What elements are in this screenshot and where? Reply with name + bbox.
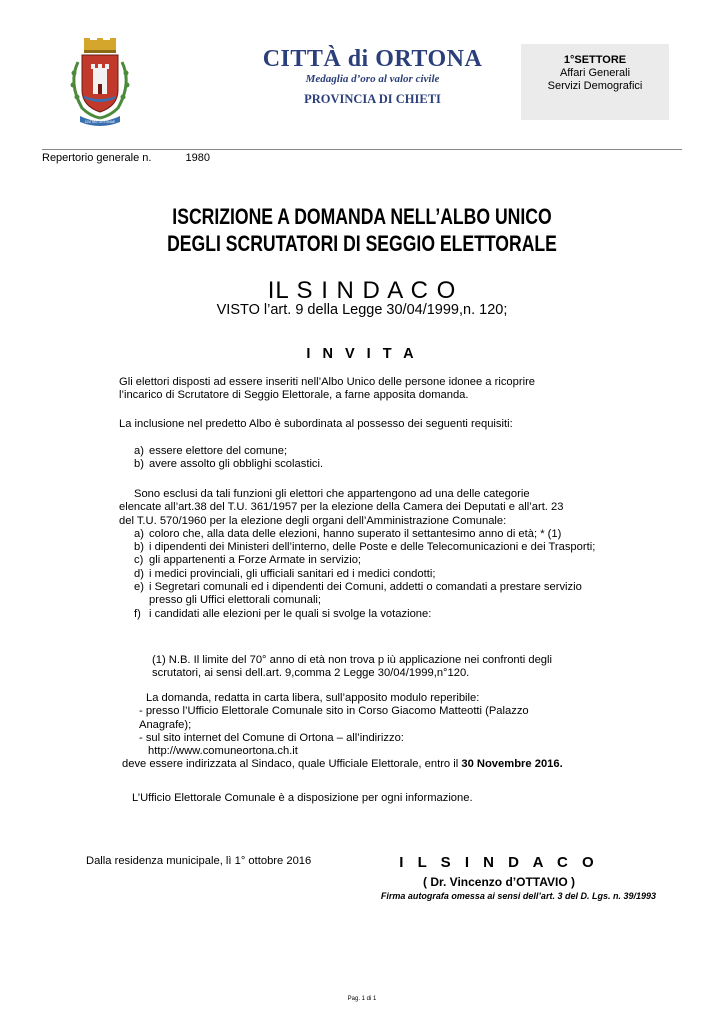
intro-line: Gli elettori disposti ad essere inseriti nell’Albo Unico delle persone idonee a ricoprire [119, 376, 536, 388]
sindaco-heading: IL S I N D A C O [267, 277, 457, 304]
list-item: b) avere assolto gli obblighi scolastici. [134, 458, 324, 471]
deadline-text: deve essere indirizzata al Sindaco, quale Ufficiale Elettorale, entro il [122, 758, 459, 771]
list-item: b) i dipendenti dei Ministeri dell’interno, delle Poste e delle Telecomunicazioni e dei Trasporti; [134, 541, 596, 554]
exclusions-section [119, 488, 601, 621]
nb-line: scrutatori, ai sensi dell.art. 9,comma 2 Legge 30/04/1999,n°120. [152, 667, 470, 680]
visto-line: VISTO l’art. 9 della Legge 30/04/1999,n. 120; [216, 302, 508, 318]
deadline-date: 30 Novembre 2016. [461, 758, 563, 771]
list-item: e) i Segretari comunali ed i dipendenti dei Comuni, addetti o comandati a prestare servizio presso gli Uffici elettorali comunali; [134, 581, 582, 607]
sector-line: Servizi Demografici [547, 80, 643, 92]
exclusions-line: elencate all’art.38 del T.U. 361/1957 per la elezione della Camera dei Deputati e all’art. 23 [119, 501, 564, 514]
requirements-list [119, 445, 599, 472]
repertorio-number: 1980 [185, 152, 210, 164]
signature-note: Firma autografa omessa ai sensi dell’art. 3 del D. Lgs. n. 39/1993 [380, 891, 656, 901]
list-item: c) gli appartenenti a Forze Armate in servizio; [134, 554, 362, 567]
invita-heading: I N V I T A [306, 346, 418, 362]
medal-subtitle: Medaglia d’oro al valor civile [305, 73, 440, 85]
office-info: L’Ufficio Elettorale Comunale è a disposizione per ogni informazione. [132, 792, 473, 804]
city-title: CITTÀ di ORTONA [262, 46, 483, 72]
coat-of-arms-icon [60, 38, 140, 128]
signature-name: ( Dr. Vincenzo d’OTTAVIO ) [422, 875, 575, 889]
website-url: http://www.comuneortona.ch.it [148, 745, 298, 758]
nb-note [152, 654, 592, 681]
intro-paragraph [119, 376, 579, 403]
document-title [72, 203, 651, 257]
list-item: a) essere elettore del comune; [134, 445, 288, 457]
inclusion-paragraph: La inclusione nel predetto Albo è subordinata al possesso dei seguenti requisiti: [119, 418, 513, 430]
sector-title: 1°SETTORE [563, 54, 627, 66]
application-line: La domanda, redatta in carta libera, sull’apposito modulo reperibile: [146, 692, 480, 704]
title-line: ISCRIZIONE A DOMANDA NELL’ALBO UNICO [172, 204, 552, 229]
nb-line: (1) N.B. Il limite del 70° anno di età non trova p iù applicazione nei confronti degli [152, 654, 552, 666]
date-line: Dalla residenza municipale, lì 1° ottobre 2016 [86, 855, 312, 867]
application-paragraph [119, 692, 604, 772]
list-item: d) i medici provinciali, gli ufficiali sanitari ed i medici condotti; [134, 567, 436, 580]
title-line: DEGLI SCRUTATORI DI SEGGIO ELETTORALE [167, 231, 557, 256]
signature-title: I L S I N D A C O [399, 854, 599, 871]
coat-motto: CIVITAS ORTONAE [84, 120, 116, 124]
sector-box [521, 44, 669, 120]
sector-line: Affari Generali [559, 67, 631, 79]
intro-line: l’incarico di Scrutatore di Seggio Elettorale, a farne apposita domanda. [119, 389, 469, 402]
application-line: - sul sito internet del Comune di Ortona – all’indirizzo: [139, 731, 404, 744]
list-item: f) i candidati alle elezioni per le quali si svolge la votazione: [134, 607, 432, 620]
exclusions-line: Sono esclusi da tali funzioni gli elettori che appartengono ad una delle categorie [134, 488, 530, 500]
page-number: Pag. 1 di 1 [347, 996, 377, 1002]
header-divider [42, 149, 682, 150]
list-item: a) coloro che, alla data delle elezioni, hanno superato il settantesimo anno di età; * (1) [134, 527, 562, 540]
application-line: - presso l’Ufficio Elettorale Comunale sito in Corso Giacomo Matteotti (Palazzo [139, 705, 529, 718]
exclusions-line: del T.U. 570/1960 per la elezione degli organi dell’Amministrazione Comunale: [119, 514, 507, 527]
repertorio-label: Repertorio generale n. [42, 152, 152, 164]
repertorio [42, 152, 210, 164]
application-line: Anagrafe); [139, 718, 192, 731]
province-label: PROVINCIA DI CHIETI [304, 92, 441, 106]
